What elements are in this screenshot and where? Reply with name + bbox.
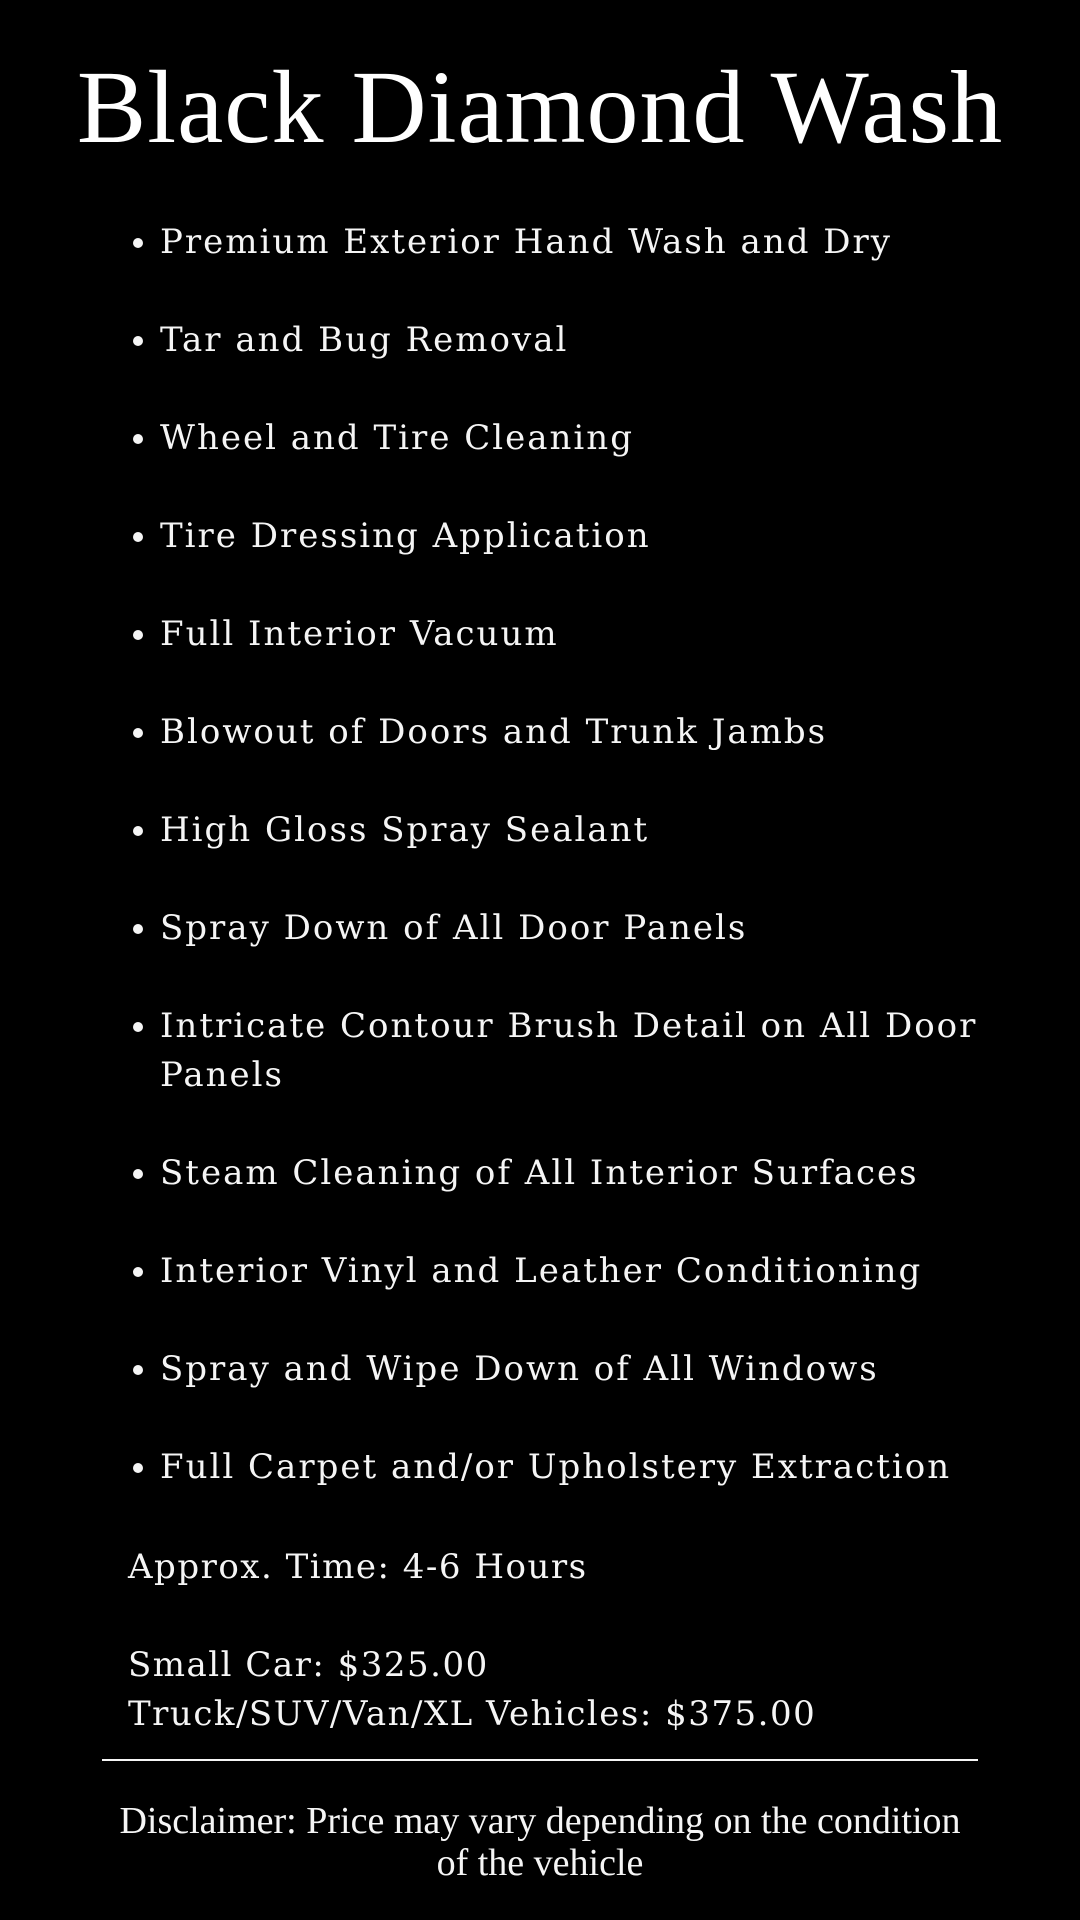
service-item (128, 1345, 988, 1394)
service-item (128, 610, 988, 659)
bullet-icon (133, 1267, 143, 1277)
bullet-icon (133, 1022, 143, 1032)
service-label: Spray and Wipe Down of All Windows (160, 1349, 879, 1389)
service-item (128, 218, 988, 267)
service-item (128, 1247, 988, 1296)
service-label: Spray Down of All Door Panels (160, 908, 748, 948)
bullet-icon (133, 1463, 143, 1473)
bullet-icon (133, 532, 143, 542)
service-item (128, 316, 988, 365)
service-item (128, 1149, 988, 1198)
bullet-icon (133, 924, 143, 934)
bullet-icon (133, 336, 143, 346)
service-item (128, 806, 988, 855)
service-label: Full Carpet and/or Upholstery Extraction (160, 1447, 952, 1487)
bullet-icon (133, 728, 143, 738)
bullet-icon (133, 434, 143, 444)
bullet-icon (133, 1365, 143, 1375)
price-large-vehicles: Truck/SUV/Van/XL Vehicles: $375.00 (128, 1694, 817, 1734)
bullet-icon (133, 1169, 143, 1179)
disclaimer: Disclaimer: Price may vary depending on the condition of the vehicle (119, 1800, 961, 1884)
bullet-icon (133, 238, 143, 248)
service-label: Blowout of Doors and Trunk Jambs (160, 712, 828, 752)
service-label: High Gloss Spray Sealant (160, 810, 650, 850)
service-label: Tar and Bug Removal (160, 320, 569, 360)
service-label: Steam Cleaning of All Interior Surfaces (160, 1153, 919, 1193)
price-small-car: Small Car: $325.00 (128, 1645, 489, 1685)
divider (102, 1759, 978, 1761)
service-item (128, 708, 988, 757)
approx-time: Approx. Time: 4-6 Hours (128, 1547, 588, 1587)
service-item (128, 512, 988, 561)
service-item (128, 1002, 988, 1100)
bullet-icon (133, 826, 143, 836)
service-item (128, 414, 988, 463)
service-label: Tire Dressing Application (160, 516, 651, 556)
service-label: Full Interior Vacuum (160, 614, 559, 654)
services-list (128, 218, 988, 1541)
service-item (128, 1443, 988, 1492)
service-label: Intricate Contour Brush Detail on All Door Panels (160, 1006, 978, 1095)
service-item (128, 904, 988, 953)
bullet-icon (133, 630, 143, 640)
service-label: Premium Exterior Hand Wash and Dry (160, 222, 893, 262)
service-label: Interior Vinyl and Leather Conditioning (160, 1251, 923, 1291)
page-title: Black Diamond Wash (76, 50, 1004, 165)
service-label: Wheel and Tire Cleaning (160, 418, 634, 458)
